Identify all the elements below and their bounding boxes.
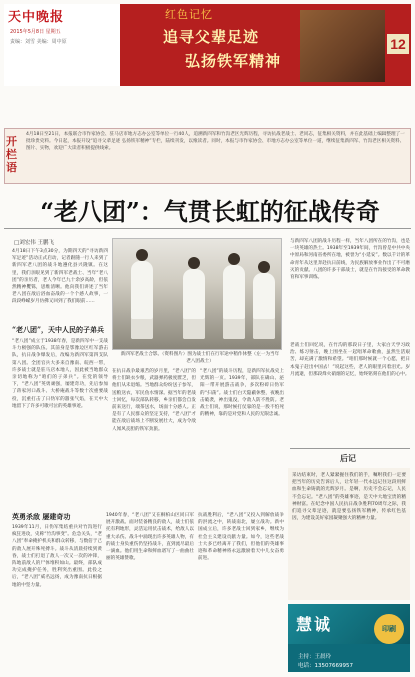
afterword-text: 采访结束时，老人紧紧握住我们的手，嘱咐我们一定要把当年的历史告诉后人，让年轻一代永远记住这段用鲜血和生命铸就的光辉岁月。是啊，历史不会忘记，人民不会忘记。“老八团”的英雄事迹，是天中大地宝贵的精神财富。在纪念中国人民抗日战争胜利70周年之际，我们追寻父辈足迹，就是要弘扬铁军精神，传承红色基因，为建设美好家园凝聚强大的精神力量。 (292, 473, 406, 522)
article-column-4a: 与新四军八团的战斗历程一样，当年八团所在的竹沟，也是一块英雄的热土。1938年至1939年间，竹沟曾是中共中央中原局和河南省委所在地，被誉为“小延安”。数以千计的革命青年从这里奔赴抗日前线，为民族解放事业作出了不可磨灭的贡献。八团的许多干部战士，就是在竹沟接受的革命教育和军事训练。 (290, 239, 410, 281)
article-column-2b: 1940年春，“老八团”又在桐柏山区同日军展开激战。面对装备精良的敌人，战士们依托有利地形，灵活运用伏击战术，给敌人以重大杀伤。战斗中涌现出许多英雄人物，有的战士身负重伤仍坚持战斗，直到流尽最后一滴血。他们用生命和鲜血谱写了一曲曲壮丽的英雄赞歌。 (106, 513, 194, 562)
issue-date: 2015年5月8日 星期五 (10, 29, 61, 35)
afterword-title: 后记 (340, 453, 356, 463)
article-column-2a: 在抗日战争最艰苦的岁月里，“老八团”的将士们缺衣少粮，武器弹药极度匮乏，但他们从未退缩。当地群众纷纷送子参军，送粮送衣，军民鱼水情深。据当年的老战士回忆，每次部队转移，乡亲们都会自发前来送行，端茶送水，场面十分感人。正是有了人民群众的坚定支持，“老八团”才能在敌后战场上不断发展壮大，成为令敌人闻风丧胆的铁军劲旅。 (112, 369, 196, 432)
editorial-note-text: 4月18日至21日，本报联合市作家协会、驻马店市地方志办公室等单位一行40人，追溯新四军和竹沟老区光辉历程，寻访抗战老战士、老同志，征集相关资料，并在此基础上编辑整理了一批珍贵史料。今日起，本报开设“追寻父辈足迹 弘扬铁军精神”专栏，陆续刊发，以飨读者。同时，本报与市作家协会、市地方志办公室等单位一道，继续征集新四军、竹沟老区相关资料、图片、实物，欢迎广大读者积极提供线索。 (26, 132, 405, 152)
subhead-1: “老八团”，天中人民的子弟兵 (12, 325, 105, 334)
bottom-advertisement (288, 604, 410, 672)
photo-figure (131, 261, 153, 339)
afterword-divider (290, 448, 410, 449)
slogan-line-2: 弘扬铁军精神 (185, 52, 282, 70)
subhead-2: 英勇杀敌 屡建奇功 (12, 512, 71, 521)
ad-badge: 印刷 (374, 614, 404, 644)
photo-figure (183, 269, 205, 339)
article-column-1b: 1939年11月，日伪军集结重兵对竹沟进行疯狂进攻，史称“竹沟事变”。危急关头，“老八团”奉命掩护机关和群众转移，与数倍于己的敌人展开殊死搏斗。战斗从清晨持续到黄昏，战士们打退了敌人一次又一次的冲锋，阵地前敌人的尸体堆积如山。最终，部队成功完成掩护任务，胜利突出重围。此役之后，“老八团”威名远扬，成为豫南抗日根据地的中坚力量。 (12, 525, 102, 588)
article-column-3a: “老八团”的战斗历程，是新四军抗战史上光辉的一页。1939年，部队在确山、泌阳一带开展游击战争，多次粉碎日伪军的“扫荡”。战士们白天隐蔽休整，夜晚出击破袭，神出鬼没，令敌人防不胜防。老战士们说，那时候打仗靠的是一股不怕死的精神，靠的是对党和人民的无限忠诚。 (200, 369, 284, 418)
editorial-note-label: 开栏语 (6, 135, 17, 174)
article-photo (112, 238, 282, 350)
photo-figure (223, 265, 245, 339)
article-intro: 4月18日下午3点30分，为期四天的“寻访新四军足迹”活动正式启动，记者跟随一行人来到了新四军老八团的战斗地遵化县兴隆镇。在这里，我们亲眼见到了新四军老战士、当年“老八团”的亲历者，老人今年已九十余岁高龄，但依然精神矍铄，思维清晰。他向我们讲述了当年老八团在敌后浴血奋战的一个个感人故事，一段段峥嵘岁月仿佛又回到了我们眼前…… (12, 249, 108, 305)
photo-figure (253, 273, 275, 339)
title-divider (4, 228, 411, 229)
header-photo (300, 10, 385, 82)
slogan-line-1: 追寻父辈足迹 (163, 28, 260, 46)
section-name: 红色记忆 (165, 8, 213, 21)
photo-caption: 新四军老战士合影。（资料图片）图为战士们在行军途中稍作休整（左一为当年老八团战士） (120, 352, 280, 364)
page-number: 12 (387, 34, 409, 54)
article-title: “老八团”：气贯长虹的征战传奇 (40, 197, 380, 226)
article-column-3b: 抗战胜利后，“老八团”又投入到解放战争的洪流之中，转战南北，屡立战功。新中国成立后，许多老战士回到家乡，继续为社会主义建设贡献力量。如今，这些老战士大多已经离开了我们，但他们的英雄事迹和革命精神将永远激励着天中儿女奋勇前进。 (198, 513, 284, 562)
newspaper-logo: 天中晚报 (8, 10, 65, 25)
ad-contact: 主持：王晨玲 (298, 654, 332, 660)
article-column-4b: 老战士们回忆说，在竹沟的那段日子里，大家白天学习政治、练习射击，晚上围坐在一起唱革命歌曲，虽然生活艰苦，却充满了激情和希望。“咱们那时候就一个心愿，把日本鬼子赶出中国去！”说起这些，老人的眼里闪着泪光。岁月流逝，但那段烽火硝烟的记忆，始终铭刻在他们的心中。 (290, 343, 410, 377)
article-byline: □刘宏伟 王鹏飞 (14, 240, 54, 246)
article-column-1a: “老八团”成立于1938年春，是新四军中一支战斗力极强的队伍。其前身是鄂豫边区红军游击队，抗日战争爆发后，改编为新四军第四支队第八团。全团官兵大多来自豫南、皖西一带，许多战士就是驻马店本地人，因此被当地群众亲切地称为“咱们的子弟兵”。在党的领导下，“老八团”英勇顽强，屡建奇功，先后参加了蒋家河口战斗、大桥庵战斗等数十次重要战役，沉重打击了日伪军的嚣张气焰，在天中大地留下了许多可歌可泣的英雄事迹。 (12, 339, 108, 409)
editor-credits: 责编：刘雪 美编：周中原 (10, 39, 67, 45)
ad-brand: 慧诚 (296, 615, 333, 634)
ad-phone: 电话：13507669957 (298, 663, 353, 669)
